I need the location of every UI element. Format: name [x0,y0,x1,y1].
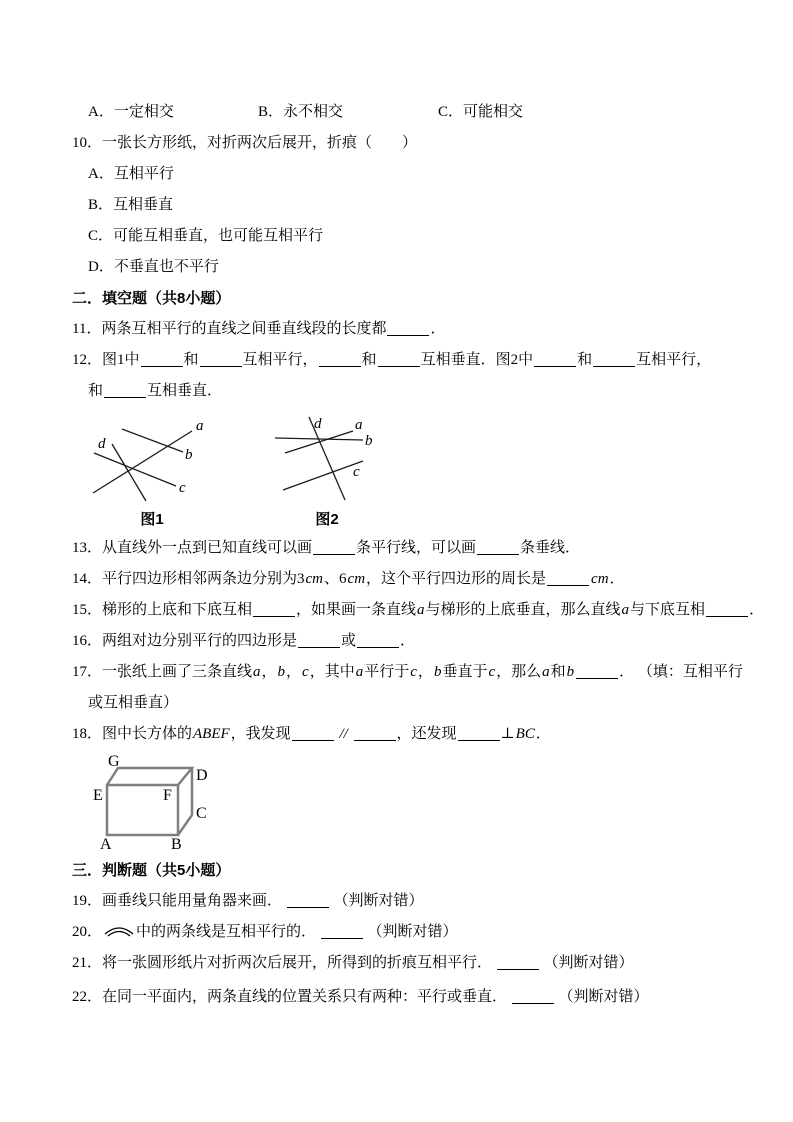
q9-option-b: B．永不相交 [258,104,344,120]
math-variable: c [488,664,496,680]
answer-blank [458,728,500,741]
answer-blank [200,354,242,367]
math-variable: cm [591,571,609,587]
math-variable: a [253,664,261,680]
section-fill-in-header: 二．填空题（共8小题） [72,290,231,307]
question-text: ． [400,633,416,649]
question-text: 或 [341,633,357,649]
question-16 [72,626,777,657]
question-text: 11．两条互相平行的直线之间垂直线段的长度都 [72,321,387,337]
question-text: 互相平行， [636,352,712,368]
q9-option-a: A．一定相交 [88,104,174,120]
fig2-label-a: a [355,417,363,433]
answer-blank [141,354,183,367]
fig1-line-c [94,453,176,486]
question-text: 15．梯形的上底和下底互相 [72,602,253,618]
answer-blank [292,728,334,741]
question-text: 与梯形的上底垂直，那么直线 [425,602,621,618]
question-17-line1 [72,657,777,688]
fig2-line-a [285,431,353,453]
question-text: ，如果画一条直线 [296,602,417,618]
answer-blank [477,542,519,555]
question-20 [72,917,777,948]
cuboid-label-f: F [163,787,172,804]
question-text: 中的两条线是互相平行的． [136,924,320,940]
question-text: 和 [577,352,593,368]
parallel-arcs-icon [102,924,136,940]
fig2-caption: 图2 [315,511,339,528]
answer-blank [497,957,539,970]
question-22 [72,982,777,1013]
question-text: 13．从直线外一点到已知直线可以画 [72,540,313,556]
question-text: ． [609,571,625,587]
fig2-label-c: c [353,464,360,480]
question-text: （判断对错） [554,989,649,1005]
question-text: 19．画垂线只能用量角器来画． [72,893,286,909]
figure-2 [270,412,412,530]
figure-row [72,407,777,533]
question-text: ，其中 [309,664,355,680]
question-text: 22．在同一平面内，两条直线的位置关系只有两种：平行或垂直． [72,989,511,1005]
question-text: ， [286,664,302,680]
fig1-label-d: d [98,436,106,452]
question-text: 和 [361,352,377,368]
section-judge-header: 三．判断题（共5小题） [72,862,231,879]
question-text: （判断对错） [329,893,424,909]
math-variable: b [433,664,442,680]
question-15 [72,595,777,626]
question-21 [72,948,777,979]
answer-blank [313,542,355,555]
question-text: ，那么 [496,664,542,680]
fig2-line-c [283,461,363,490]
answer-blank [287,895,329,908]
math-variable: a [542,664,550,680]
question-text: ，这个平行四边形的周长是 [366,571,547,587]
question-text: （判断对错） [539,955,634,971]
question-text: ，我发现 [230,726,291,742]
question-17-line2 [72,688,777,719]
q10-option-b: B．互相垂直 [88,197,174,213]
question-text: 和 [550,664,566,680]
cuboid-top-face [107,768,192,785]
answer-blank [387,323,429,336]
q10-option-d: D．不垂直也不平行 [88,259,219,275]
math-variable: c [410,664,417,680]
question-text: 与下底互相 [630,602,706,618]
math-variable: c [302,664,309,680]
fig2-label-d: d [314,416,322,432]
question-text: 、6 [324,571,347,587]
math-variable: // [335,726,352,742]
question-text: 16．两组对边分别平行的四边形是 [72,633,298,649]
answer-blank [378,354,420,367]
question-text: 互相垂直． [147,383,223,399]
q10-option-c: C．可能互相垂直，也可能互相平行 [88,228,324,244]
q10-stem: 10．一张长方形纸，对折两次后展开，折痕（ ） [72,135,418,151]
fig1-line-b [122,429,183,452]
question-text: 条平行线，可以画 [356,540,477,556]
fig1-caption: 图1 [140,511,164,528]
question-text: ． [535,726,551,742]
question-text: （判断对错） [363,924,458,940]
question-text: ． [430,321,446,337]
question-13 [72,533,777,564]
answer-blank [576,666,618,679]
math-variable: a [621,602,630,618]
math-variable: cm [347,571,366,587]
question-text: 20． [72,924,103,940]
question-12-line1 [72,345,777,376]
question-text: ． [749,602,765,618]
question-11 [72,314,777,345]
question-text: 平行于 [364,664,410,680]
cuboid-label-b: B [171,836,182,853]
math-variable: b [566,664,575,680]
cuboid-label-e: E [93,787,103,804]
answer-blank [512,991,554,1004]
answer-blank [321,926,363,939]
question-text: ， [261,664,277,680]
fig1-label-c: c [179,480,186,496]
answer-blank [547,573,589,586]
question-text: 条垂线． [520,540,581,556]
fig1-label-b: b [185,447,193,463]
question-text: ， [417,664,433,680]
question-text: 互相平行， [242,352,318,368]
cuboid-label-g: G [108,753,120,770]
cuboid-label-c: C [196,805,207,822]
answer-blank [253,604,295,617]
figure-1 [90,412,270,530]
answer-blank [319,354,361,367]
math-variable: a [417,602,425,618]
question-text: ⊥ [500,726,515,742]
question-text: ． （填：互相平行 [619,664,743,680]
question-text: 18．图中长方体的 [72,726,193,742]
cuboid-label-a: A [100,836,112,853]
answer-blank [354,728,396,741]
fig2-label-b: b [365,433,373,449]
question-text: 12．图1中 [72,352,140,368]
answer-blank [298,635,340,648]
cuboid-figure [85,752,305,857]
question-text: 或互相垂直） [88,695,179,711]
math-variable: BC [515,726,535,742]
fig1-line-a [93,431,192,493]
math-variable: cm [305,571,324,587]
question-19 [72,886,777,917]
answer-blank [706,604,748,617]
answer-blank [357,635,399,648]
question-18 [72,719,777,750]
answer-blank [104,385,146,398]
question-text: 17．一张纸上画了三条直线 [72,664,253,680]
q9-options-row [72,97,777,128]
question-text: 互相垂直．图2中 [420,352,534,368]
q9-option-c: C．可能相交 [438,104,524,120]
question-text: ，还发现 [396,726,457,742]
cuboid-label-d: D [196,767,208,784]
answer-blank [534,354,576,367]
question-text: 垂直于 [442,664,488,680]
question-text: 和 [88,383,104,399]
math-variable: a [355,664,364,680]
cuboid-figure-row [72,750,777,855]
question-14 [72,564,777,595]
question-12-line2 [72,376,777,407]
q10-option-a: A．互相平行 [88,166,174,182]
fig1-label-a: a [196,418,204,434]
question-text: 和 [183,352,199,368]
answer-blank [593,354,635,367]
math-variable: b [277,664,286,680]
question-text: 21．将一张圆形纸片对折两次后展开，所得到的折痕互相平行． [72,955,496,971]
question-text: 14．平行四边形相邻两条边分别为3 [72,571,305,587]
math-variable: ABEF [193,726,230,742]
